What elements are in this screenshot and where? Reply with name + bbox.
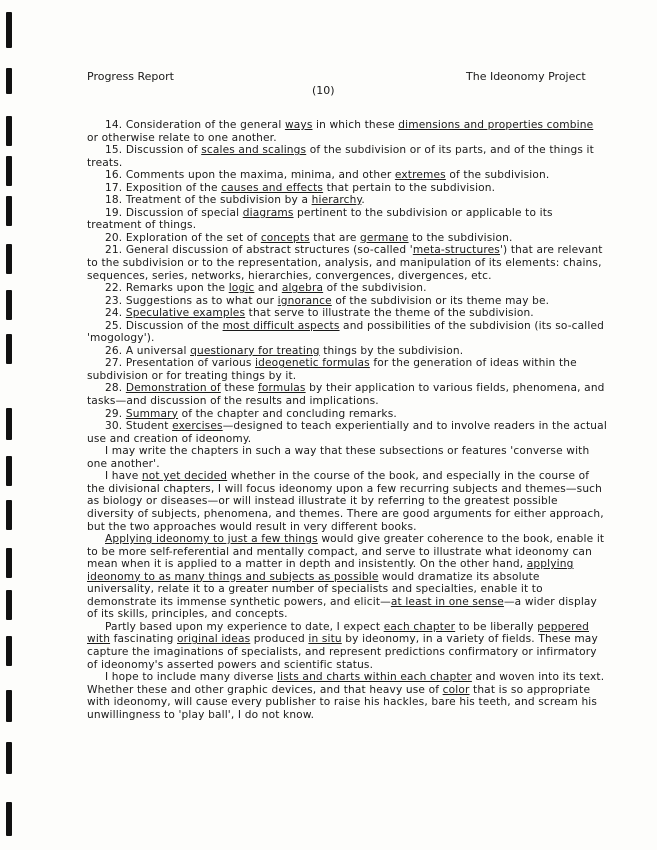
binder-hole-mark [6, 548, 12, 578]
underlined-text: each chapter [383, 620, 456, 633]
text-run: produced [250, 633, 309, 646]
text-run: and [254, 282, 282, 295]
underlined-text: causes and effects [221, 181, 324, 194]
paragraph [87, 621, 607, 671]
underlined-text: color [442, 683, 470, 696]
underlined-text: Demonstration of [125, 382, 221, 395]
underlined-text: ways [284, 119, 313, 131]
header-right: The Ideonomy Project [466, 70, 586, 83]
underlined-text: most difficult aspects [222, 319, 340, 332]
document-body [87, 119, 607, 721]
text-run: these [220, 382, 259, 395]
text-run: in which these [312, 119, 399, 131]
text-run: that are [309, 231, 361, 244]
text-run: that pertain to the subdivision. [323, 181, 496, 194]
text-run: 19. Discussion of special [105, 206, 243, 219]
binder-hole-mark [6, 742, 12, 774]
paragraph [87, 282, 607, 295]
paragraph [87, 119, 607, 144]
text-run: 26. A universal [105, 344, 191, 357]
text-run: 16. Comments upon the maxima, minima, and other [105, 169, 395, 182]
binder-hole-mark [6, 408, 12, 440]
binder-hole-mark [6, 116, 12, 146]
binder-hole-mark [6, 334, 12, 364]
underlined-text: extremes [394, 169, 446, 182]
text-run: 14. Consideration of the general [105, 119, 285, 131]
binder-holes [0, 0, 20, 850]
underlined-text: in situ [308, 633, 342, 646]
paragraph [87, 470, 607, 533]
text-run: 30. Student [105, 420, 173, 433]
text-run: —designed to teach experientially and to involve readers in the actual use and creation of ideonomy. [87, 420, 607, 445]
underlined-text: applying ideonomy to as many things and subjects as possible [87, 558, 574, 583]
text-run: I may write the chapters in such a way that these subsections or features 'converse with one another'. [87, 445, 590, 470]
binder-hole-mark [6, 690, 12, 722]
underlined-text: at least in one sense [390, 595, 504, 608]
text-run: 21. General discussion of abstract structures (so-called ' [105, 244, 413, 257]
text-run: 17. Exposition of the [105, 181, 222, 194]
text-run: 27. Presentation of various [105, 357, 256, 370]
text-run: —a wider display of its skills, principles, and concepts. [87, 595, 597, 621]
text-run: 23. Suggestions as to what our [105, 294, 278, 307]
text-run: 29. [105, 407, 126, 420]
binder-hole-mark [6, 12, 12, 48]
paragraph [87, 671, 607, 721]
underlined-text: meta-structures [412, 244, 500, 257]
text-run: I hope to include many diverse [105, 671, 278, 684]
text-run: of the chapter and concluding remarks. [178, 407, 397, 420]
paragraph [87, 244, 607, 282]
paragraph [87, 207, 607, 232]
paragraph [87, 382, 607, 407]
binder-hole-mark [6, 156, 12, 186]
text-run: 25. Discussion of the [105, 319, 223, 332]
underlined-text: germane [360, 231, 409, 244]
paragraph [87, 445, 607, 470]
text-run: whether in the course of the book, and especially in the course of the divisional chapters, I will focus ideonomy upon a few recurring subjects and themes—such as biology or diseases—or will instead illustrate it by referring to the greatest possible diversity of subjects, phenomena, and themes. There are good arguments for either approach, but the two approaches would result in very different books. [87, 470, 604, 533]
text-run: fascinating [110, 633, 178, 646]
paragraph [87, 345, 607, 358]
text-run: 15. Discussion of [105, 144, 202, 157]
paragraph [87, 232, 607, 245]
text-run: 18. Treatment of the subdivision by a [105, 194, 312, 207]
binder-hole-mark [6, 196, 12, 226]
underlined-text: peppered with [87, 620, 589, 646]
binder-hole-mark [6, 802, 12, 836]
text-run: ') that are relevant to the subdivision or to the representation, analysis, and manipulation of its elements: chains, sequences, series, networks, hierarchies, convergences, divergences, etc. [87, 244, 603, 282]
paragraph [87, 295, 607, 308]
underlined-text: concepts [260, 231, 310, 244]
text-run: Partly based upon my experience to date, I expect [105, 620, 384, 633]
paragraph [87, 307, 607, 320]
underlined-text: formulas [258, 382, 306, 395]
underlined-text: hierarchy [311, 194, 362, 207]
text-run: would dramatize its absolute universality, relate it to a greater number of specialists and specialties, enable it to demonstrate its immense synthetic powers, and elicit— [87, 570, 543, 608]
underlined-text: exercises [172, 420, 223, 433]
underlined-text: diagrams [242, 206, 294, 219]
paragraph [87, 194, 607, 207]
text-run: of the subdivision. [323, 282, 427, 295]
text-run: or otherwise relate to one another. [87, 131, 277, 144]
paragraph [87, 408, 607, 421]
underlined-text: questionary for treating [190, 344, 320, 357]
paragraph [87, 144, 607, 169]
text-run: pertinent to the subdivision or applicable to its treatment of things. [87, 206, 553, 232]
paragraph [87, 533, 607, 621]
text-run: 24. [105, 307, 126, 320]
text-run: by their application to various fields, phenomena, and tasks—and discussion of the results and implications. [87, 382, 605, 408]
underlined-text: algebra [281, 282, 324, 295]
underlined-text: Applying ideonomy to just a few things [105, 533, 318, 546]
binder-hole-mark [6, 244, 12, 274]
text-run: I have [105, 470, 142, 483]
text-run: things by the subdivision. [319, 344, 464, 357]
text-run: 22. Remarks upon the [105, 282, 229, 295]
underlined-text: ignorance [277, 294, 332, 307]
text-run: for the generation of ideas within the subdivision or for treating things by it. [87, 357, 577, 382]
underlined-text: Summary [125, 407, 179, 420]
underlined-text: original ideas [177, 633, 251, 646]
paragraph [87, 182, 607, 195]
binder-hole-mark [6, 456, 12, 486]
underlined-text: ideogenetic formulas [255, 357, 370, 370]
page-number: (10) [312, 84, 335, 97]
text-run: to the subdivision. [408, 231, 513, 244]
underlined-text: Speculative examples [125, 307, 246, 320]
underlined-text: not yet decided [141, 470, 228, 483]
text-run: that is so appropriate with ideonomy, will cause every publisher to raise his hackles, bare his teeth, and scream his unwillingness to 'play ball', I do not know. [87, 683, 598, 721]
underlined-text: dimensions and properties combine [398, 119, 594, 131]
header-left: Progress Report [87, 70, 174, 83]
underlined-text: lists and charts within each chapter [277, 671, 472, 684]
binder-hole-mark [6, 68, 12, 94]
text-run: and possibilities of the subdivision (its so-called 'mogology'). [87, 319, 605, 345]
text-run: that serve to illustrate the theme of the subdivision. [245, 307, 534, 320]
underlined-text: logic [228, 282, 255, 295]
paragraph [87, 320, 607, 345]
text-run: by ideonomy, in a variety of fields. These may capture the imaginations of specialists, and represent predictions confirmatory or infirmatory of ideonomy's asserted powers and scientific status. [87, 633, 598, 671]
binder-hole-mark [6, 590, 12, 620]
text-run: and woven into its text. Whether these and other graphic devices, and that heavy use of [87, 671, 605, 696]
paragraph [87, 420, 607, 445]
text-run: of the subdivision or its theme may be. [331, 294, 550, 307]
text-run: of the subdivision. [445, 169, 550, 182]
text-run: of the subdivision or of its parts, and of the things it treats. [87, 144, 594, 169]
text-run: 20. Exploration of the set of [105, 231, 261, 244]
binder-hole-mark [6, 290, 12, 320]
paragraph [87, 357, 607, 382]
text-run: to be liberally [455, 620, 538, 633]
paragraph [87, 169, 607, 182]
text-run: 28. [105, 382, 126, 395]
text-run: . [361, 194, 365, 207]
underlined-text: scales and scalings [201, 144, 307, 157]
binder-hole-mark [6, 500, 12, 530]
text-run: would give greater coherence to the book, enable it to be more self-referential and mentally compact, and serve to illustrate what ideonomy can mean when it is applied to a matter in depth and insistently. On the other hand, [87, 533, 605, 571]
binder-hole-mark [6, 636, 12, 666]
